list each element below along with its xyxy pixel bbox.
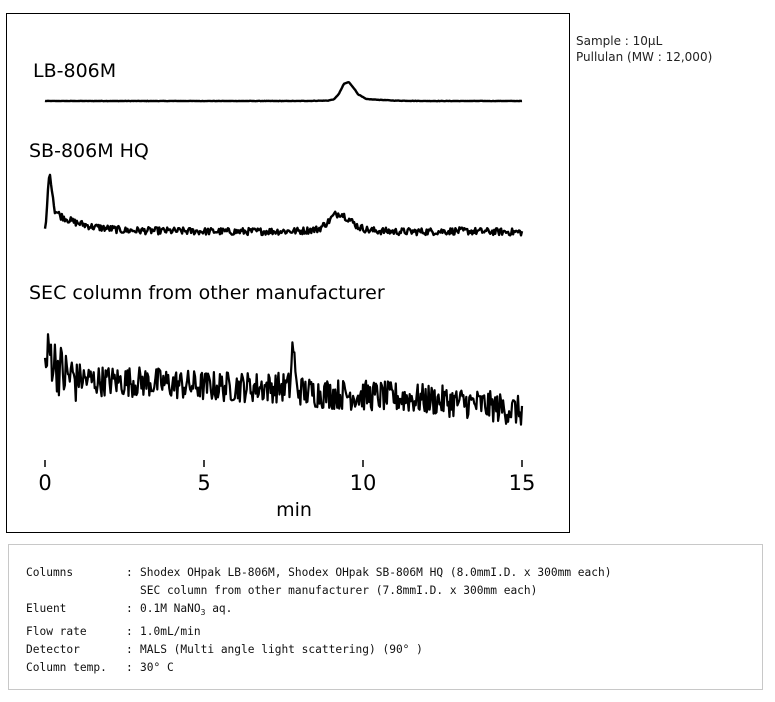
x-tick-label-10: 10 — [349, 471, 377, 495]
condition-key: Columns — [26, 566, 74, 579]
trace-line-sb-806m-hq — [45, 175, 522, 235]
trace-label-other-manufacturer: SEC column from other manufacturer — [29, 282, 385, 304]
x-tick-label-15: 15 — [508, 471, 536, 495]
conditions-list — [26, 564, 611, 677]
condition-separator: : — [126, 566, 133, 579]
condition-key: Eluent — [26, 602, 67, 616]
analysis-conditions-panel — [8, 544, 763, 690]
condition-key: Column temp. — [26, 661, 107, 675]
condition-row-detector — [26, 641, 611, 659]
sample-volume-text: Sample : 10μL — [576, 34, 663, 48]
chromatogram-chart — [7, 14, 571, 534]
condition-value: 1.0mL/min — [140, 624, 201, 638]
eluent-suffix: aq. — [205, 602, 233, 616]
eluent-formula: 0.1M NaNO — [140, 602, 201, 616]
chromatogram-panel — [6, 13, 570, 533]
trace-line-other-manufacturer — [45, 334, 522, 424]
condition-key: Flow rate — [26, 624, 87, 638]
condition-key — [26, 582, 126, 600]
condition-value — [140, 600, 232, 622]
x-tick-label-5: 5 — [197, 471, 211, 495]
trace-line-lb-806m — [45, 82, 522, 101]
condition-row-columns-continued — [26, 582, 611, 600]
sample-analyte-text: Pullulan (MW : 12,000) — [576, 50, 713, 64]
condition-separator: : — [126, 602, 133, 616]
trace-label-lb-806m: LB-806M — [33, 60, 117, 82]
condition-row-columns — [26, 564, 611, 582]
condition-value: Shodex OHpak LB-806M, Shodex OHpak SB-806M HQ (8.0mmI.D. x 300mm each) — [140, 566, 612, 579]
x-axis-title: min — [276, 499, 312, 521]
x-tick-label-0: 0 — [38, 471, 52, 495]
condition-separator — [126, 582, 140, 600]
condition-separator: : — [126, 643, 133, 657]
condition-separator: : — [126, 661, 133, 675]
condition-separator: : — [126, 624, 133, 638]
condition-value: SEC column from other manufacturer (7.8mmI.D. x 300mm each) — [140, 584, 538, 598]
eluent-subscript: 3 — [200, 608, 206, 618]
condition-value: MALS (Multi angle light scattering) (90° ) — [140, 643, 423, 657]
condition-key: Detector — [26, 643, 80, 657]
trace-label-sb-806m-hq: SB-806M HQ — [29, 140, 149, 162]
condition-row-eluent — [26, 600, 611, 622]
condition-row-flow-rate — [26, 623, 611, 641]
condition-row-column-temp — [26, 659, 611, 677]
condition-value: 30° C — [140, 661, 174, 675]
sample-info — [576, 33, 712, 65]
